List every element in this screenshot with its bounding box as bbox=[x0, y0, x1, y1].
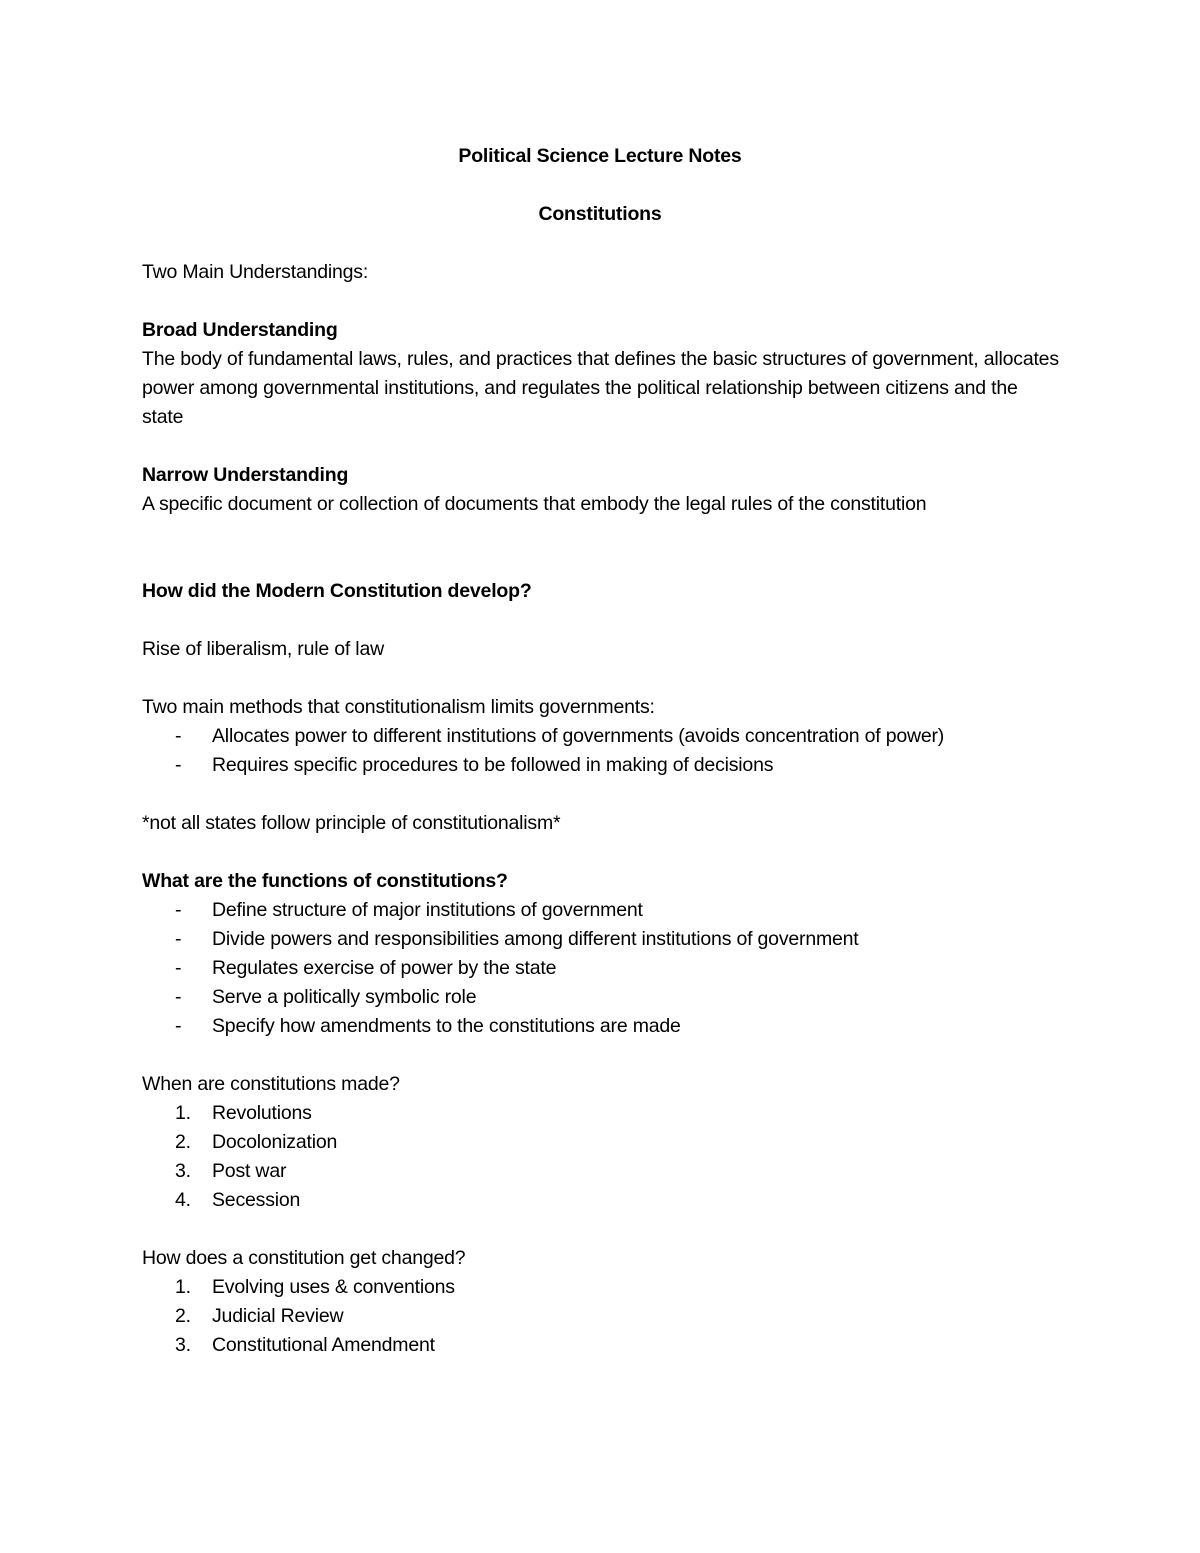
changed-heading: How does a constitution get changed? bbox=[142, 1247, 466, 1269]
dash-marker: - bbox=[175, 899, 182, 921]
number-marker: 3. bbox=[175, 1334, 191, 1356]
made-heading: When are constitutions made? bbox=[142, 1073, 400, 1095]
list-item-text: Allocates power to different institutions of governments (avoids concentration of power) bbox=[212, 725, 945, 747]
list-item bbox=[142, 925, 1062, 954]
dash-marker: - bbox=[175, 754, 182, 776]
list-item bbox=[142, 954, 1062, 983]
list-item bbox=[142, 1099, 1062, 1128]
list-item bbox=[142, 751, 1062, 780]
list-item bbox=[142, 1012, 1062, 1041]
number-marker: 2. bbox=[175, 1131, 191, 1153]
list-item-text: Serve a politically symbolic role bbox=[212, 986, 477, 1008]
list-item bbox=[142, 1273, 1062, 1302]
dash-marker: - bbox=[175, 1015, 182, 1037]
intro-text: Two Main Understandings: bbox=[142, 261, 369, 283]
number-marker: 1. bbox=[175, 1276, 191, 1298]
list-item-text: Divide powers and responsibilities among different institutions of government bbox=[212, 928, 859, 950]
document-content bbox=[142, 142, 1062, 1360]
modern-heading: How did the Modern Constitution develop? bbox=[142, 580, 532, 602]
list-item-text: Secession bbox=[212, 1189, 301, 1211]
functions-heading: What are the functions of constitutions? bbox=[142, 870, 508, 892]
list-item-text: Define structure of major institutions of government bbox=[212, 899, 643, 921]
dash-marker: - bbox=[175, 928, 182, 950]
broad-text: The body of fundamental laws, rules, and practices that defines the basic structures of government, allocates power among governmental institutions, and regulates the political relationship between citizens and the state bbox=[142, 348, 1059, 428]
dash-marker: - bbox=[175, 957, 182, 979]
modern-rise: Rise of liberalism, rule of law bbox=[142, 638, 384, 660]
list-item-text: Evolving uses & conventions bbox=[212, 1276, 455, 1298]
list-item-text: Judicial Review bbox=[212, 1305, 344, 1327]
made-list bbox=[142, 1099, 1062, 1215]
broad-heading: Broad Understanding bbox=[142, 319, 338, 341]
methods-list bbox=[142, 722, 1062, 780]
list-item-text: Requires specific procedures to be followed in making of decisions bbox=[212, 754, 774, 776]
list-item-text: Regulates exercise of power by the state bbox=[212, 957, 557, 979]
list-item-text: Docolonization bbox=[212, 1131, 338, 1153]
list-item-text: Revolutions bbox=[212, 1102, 312, 1124]
list-item bbox=[142, 722, 1062, 751]
functions-list bbox=[142, 896, 1062, 1041]
list-item-text: Specify how amendments to the constitutions are made bbox=[212, 1015, 681, 1037]
document-title: Political Science Lecture Notes bbox=[458, 145, 742, 167]
narrow-heading: Narrow Understanding bbox=[142, 464, 349, 486]
list-item-text: Constitutional Amendment bbox=[212, 1334, 435, 1356]
list-item bbox=[142, 1302, 1062, 1331]
number-marker: 3. bbox=[175, 1160, 191, 1182]
list-item-text: Post war bbox=[212, 1160, 287, 1182]
list-item bbox=[142, 896, 1062, 925]
list-item bbox=[142, 1186, 1062, 1215]
list-item bbox=[142, 1331, 1062, 1360]
list-item bbox=[142, 1157, 1062, 1186]
dash-marker: - bbox=[175, 986, 182, 1008]
number-marker: 2. bbox=[175, 1305, 191, 1327]
list-item bbox=[142, 1128, 1062, 1157]
changed-list bbox=[142, 1273, 1062, 1360]
number-marker: 4. bbox=[175, 1189, 191, 1211]
constitutionalism-note: *not all states follow principle of constitutionalism* bbox=[142, 812, 561, 834]
list-item bbox=[142, 983, 1062, 1012]
number-marker: 1. bbox=[175, 1102, 191, 1124]
dash-marker: - bbox=[175, 725, 182, 747]
narrow-text: A specific document or collection of documents that embody the legal rules of the constitution bbox=[142, 493, 927, 515]
methods-intro: Two main methods that constitutionalism limits governments: bbox=[142, 696, 655, 718]
document-subtitle: Constitutions bbox=[538, 203, 662, 225]
